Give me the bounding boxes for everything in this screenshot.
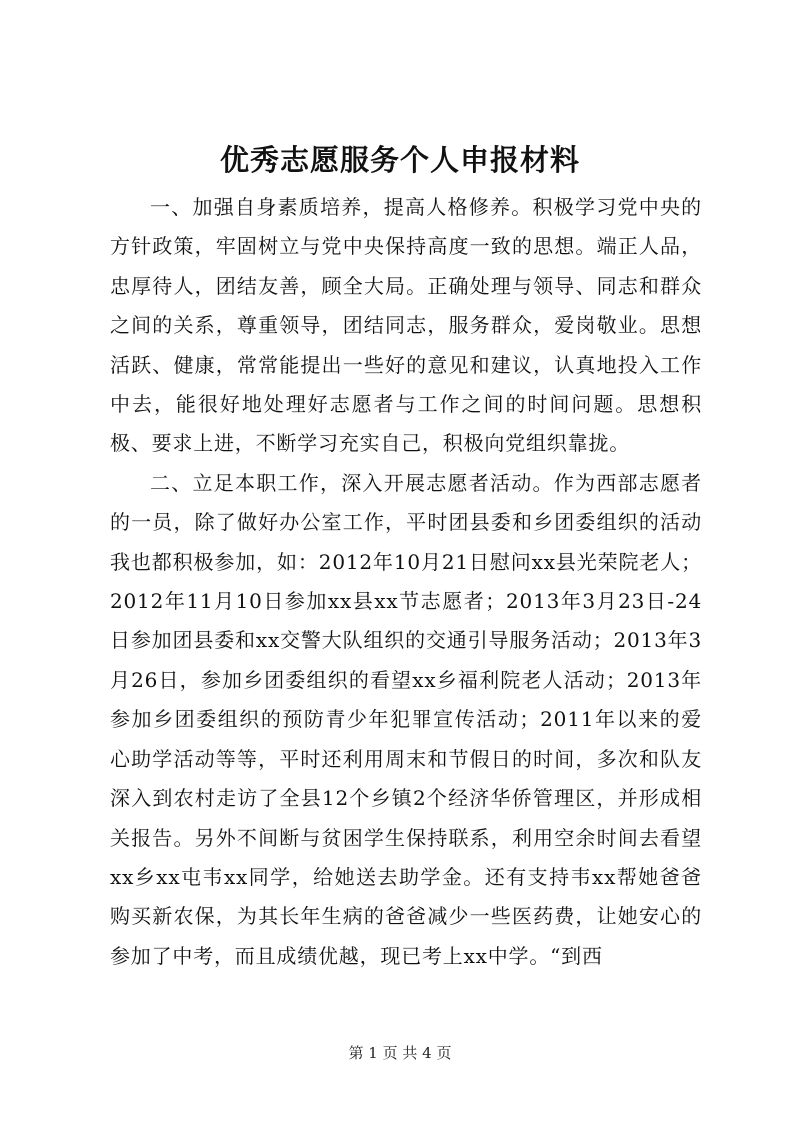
paragraph-2: 二、立足本职工作，深入开展志愿者活动。作为西部志愿者的一员，除了做好办公室工作，平时团县委和乡团委组织的活动我也都积极参加，如：2012年10月21日慰问xx县光荣院老人；2012年11月10日参加xx县xx节志愿者；2013年3月23日-24日参加团县委和xx交警大队组织的交通引导服务活动；2013年3月26日，参加乡团委组织的看望xx乡福利院老人活动；2013年参加乡团委组织的预防青少年犯罪宣传活动；2011年以来的爱心助学活动等等，平时还利用周末和节假日的时间，多次和队友深入到农村走访了全县12个乡镇2个经济华侨管理区，并形成相关报告。另外不间断与贫困学生保持联系，利用空余时间去看望xx乡xx屯韦xx同学，给她送去助学金。还有支持韦xx帮她爸爸购买新农保，为其长年生病的爸爸减少一些医药费，让她安心的参加了中考，而且成绩优越，现已考上xx中学。“到西 [110, 470, 702, 968]
paragraph-1: 一、加强自身素质培养，提高人格修养。积极学习党中央的方针政策，牢固树立与党中央保持高度一致的思想。端正人品，忠厚待人，团结友善，顾全大局。正确处理与领导、同志和群众之间的关系，尊重领导，团结同志，服务群众，爱岗敬业。思想活跃、健康，常常能提出一些好的意见和建议，认真地投入工作中去，能很好地处理好志愿者与工作之间的时间问题。思想积极、要求上进，不断学习充实自己，积极向党组织靠拢。 [110, 195, 702, 456]
document-title: 优秀志愿服务个人申报材料 [219, 143, 580, 177]
document-body [110, 188, 702, 976]
page-number-footer: 第 1 页 共 4 页 [348, 1044, 452, 1062]
